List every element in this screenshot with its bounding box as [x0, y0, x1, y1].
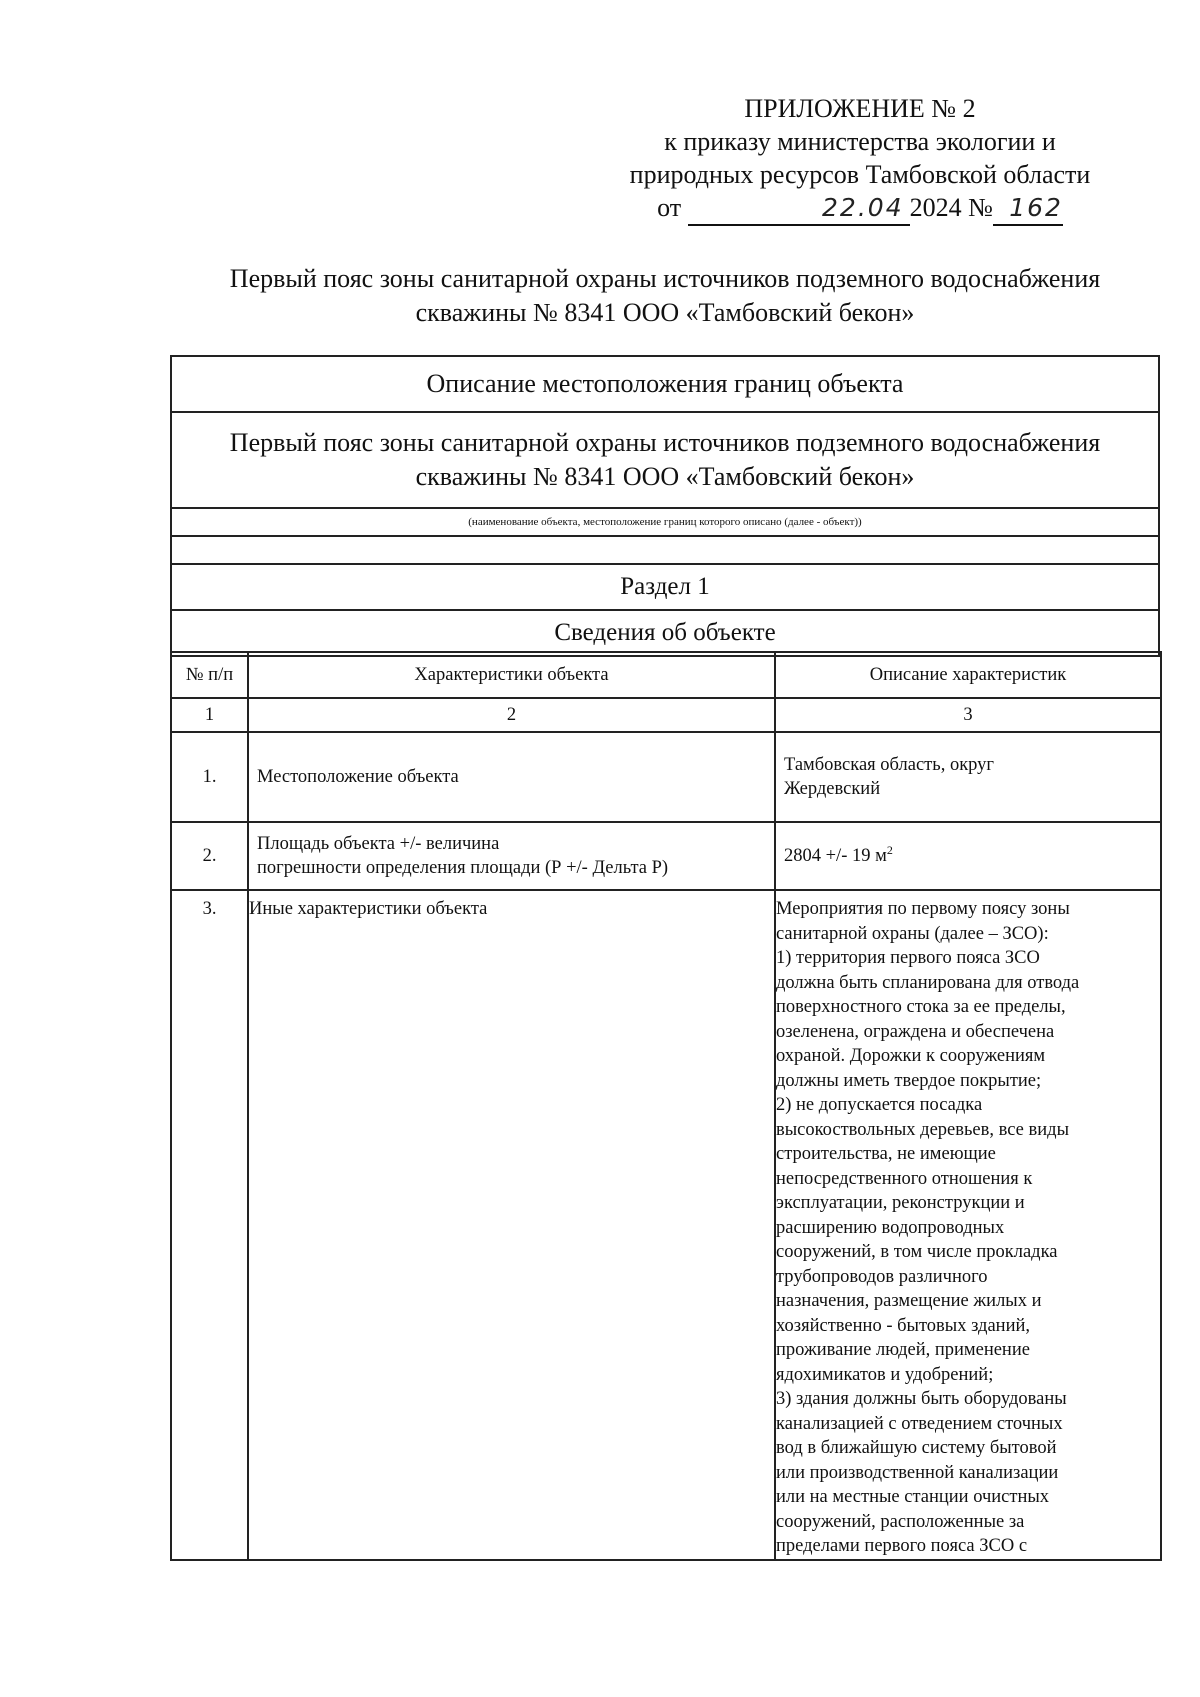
column-number-3: 3: [775, 698, 1161, 732]
row-number: 3.: [171, 890, 248, 1560]
column-header-characteristics: Характеристики объекта: [248, 652, 775, 698]
description-line: или производственной канализации: [776, 1462, 1059, 1483]
table-row: [171, 732, 1161, 822]
table-row: [171, 822, 1161, 890]
description-line: непосредственного отношения к: [776, 1168, 1033, 1189]
description-line: Жердевский: [784, 779, 881, 799]
table-row: [171, 890, 1161, 1560]
document-title: [170, 262, 1160, 330]
column-number-row: [171, 698, 1161, 732]
order-reference-line2: природных ресурсов Тамбовской области: [629, 160, 1091, 189]
description-line: 1) территория первого пояса ЗСО: [776, 948, 1040, 968]
description-line: проживание людей, применение: [776, 1340, 1030, 1360]
date-blank: [688, 191, 910, 226]
description-line: санитарной охраны (далее – ЗСО):: [776, 923, 1049, 944]
order-year: 2024 №: [909, 193, 993, 222]
handwritten-date: 22.04: [822, 193, 904, 222]
area-unit-superscript: 2: [886, 842, 893, 857]
info-heading: Сведения об объекте: [171, 610, 1159, 656]
object-caption: (наименование объекта, местоположение границ которого описано (далее - объект)): [171, 508, 1159, 536]
section-title: Раздел 1: [171, 564, 1159, 610]
object-name: [171, 412, 1159, 508]
description-line: назначения, размещение жилых и: [776, 1291, 1042, 1311]
document-title-line2: скважины № 8341 ООО «Тамбовский бекон»: [415, 298, 915, 327]
description-line: 3) здания должны быть оборудованы: [776, 1389, 1067, 1409]
description-line: пределами первого пояса ЗСО с: [776, 1536, 1028, 1556]
from-label: от: [657, 193, 682, 222]
column-number-1: 1: [171, 698, 248, 732]
description-line: вод в ближайшую систему бытовой: [776, 1438, 1057, 1458]
appendix-number: ПРИЛОЖЕНИЕ № 2: [744, 94, 976, 123]
row-number: 2.: [171, 822, 248, 890]
object-name-line1: Первый пояс зоны санитарной охраны источников подземного водоснабжения: [229, 428, 1101, 457]
description-line: трубопроводов различного: [776, 1266, 988, 1287]
row-number: 1.: [171, 732, 248, 822]
description-line: хозяйственно - бытовых зданий,: [776, 1315, 1031, 1336]
order-date-line: [560, 191, 1160, 226]
area-value: 2804 +/- 19 м: [784, 845, 887, 866]
column-header-num: № п/п: [171, 652, 248, 698]
characteristic-line: погрешности определения площади (Р +/- Дельта Р): [257, 858, 669, 878]
object-name-line2: скважины № 8341 ООО «Тамбовский бекон»: [415, 462, 915, 491]
row-characteristic: [248, 822, 775, 890]
document-title-line1: Первый пояс зоны санитарной охраны источников подземного водоснабжения: [229, 264, 1101, 293]
description-line: Тамбовская область, округ: [784, 754, 995, 775]
description-line: расширению водопроводных: [776, 1217, 1005, 1238]
spacer-row: [171, 536, 1159, 564]
description-line: строительства, не имеющие: [776, 1144, 996, 1164]
table-header-row: [171, 652, 1161, 698]
description-line: сооружений, в том числе прокладка: [776, 1242, 1058, 1262]
object-info-table: [170, 651, 1162, 1561]
row-description: [775, 822, 1161, 890]
description-line: должна быть спланирована для отвода: [776, 972, 1080, 993]
description-line: поверхностного стока за ее пределы,: [776, 997, 1066, 1017]
boundary-description-table: [170, 355, 1160, 657]
description-line: высокоствольных деревьев, все виды: [776, 1119, 1070, 1140]
handwritten-number: 162: [1009, 193, 1063, 222]
description-line: ядохимикатов и удобрений;: [776, 1364, 994, 1385]
description-line: канализацией с отведением сточных: [776, 1413, 1063, 1434]
order-reference-line1: к приказу министерства экологии и: [664, 127, 1056, 156]
column-header-description: Описание характеристик: [775, 652, 1161, 698]
row-description: [775, 890, 1161, 1560]
description-line: должны иметь твердое покрытие;: [776, 1070, 1042, 1091]
characteristic-line: Площадь объекта +/- величина: [257, 833, 500, 854]
number-blank: [993, 191, 1063, 226]
column-number-2: 2: [248, 698, 775, 732]
description-line: 2) не допускается посадка: [776, 1095, 983, 1115]
description-line: или на местные станции очистных: [776, 1487, 1050, 1507]
description-line: охраной. Дорожки к сооружениям: [776, 1046, 1046, 1066]
description-line: сооружений, расположенные за: [776, 1511, 1025, 1532]
description-heading: Описание местоположения границ объекта: [171, 356, 1159, 412]
description-line: озеленена, ограждена и обеспечена: [776, 1021, 1055, 1042]
row-characteristic: Иные характеристики объекта: [248, 890, 775, 1560]
description-line: эксплуатации, реконструкции и: [776, 1193, 1025, 1213]
row-characteristic: Местоположение объекта: [248, 732, 775, 822]
appendix-header: [560, 92, 1160, 226]
description-line: Мероприятия по первому поясу зоны: [776, 899, 1070, 919]
row-description: [775, 732, 1161, 822]
